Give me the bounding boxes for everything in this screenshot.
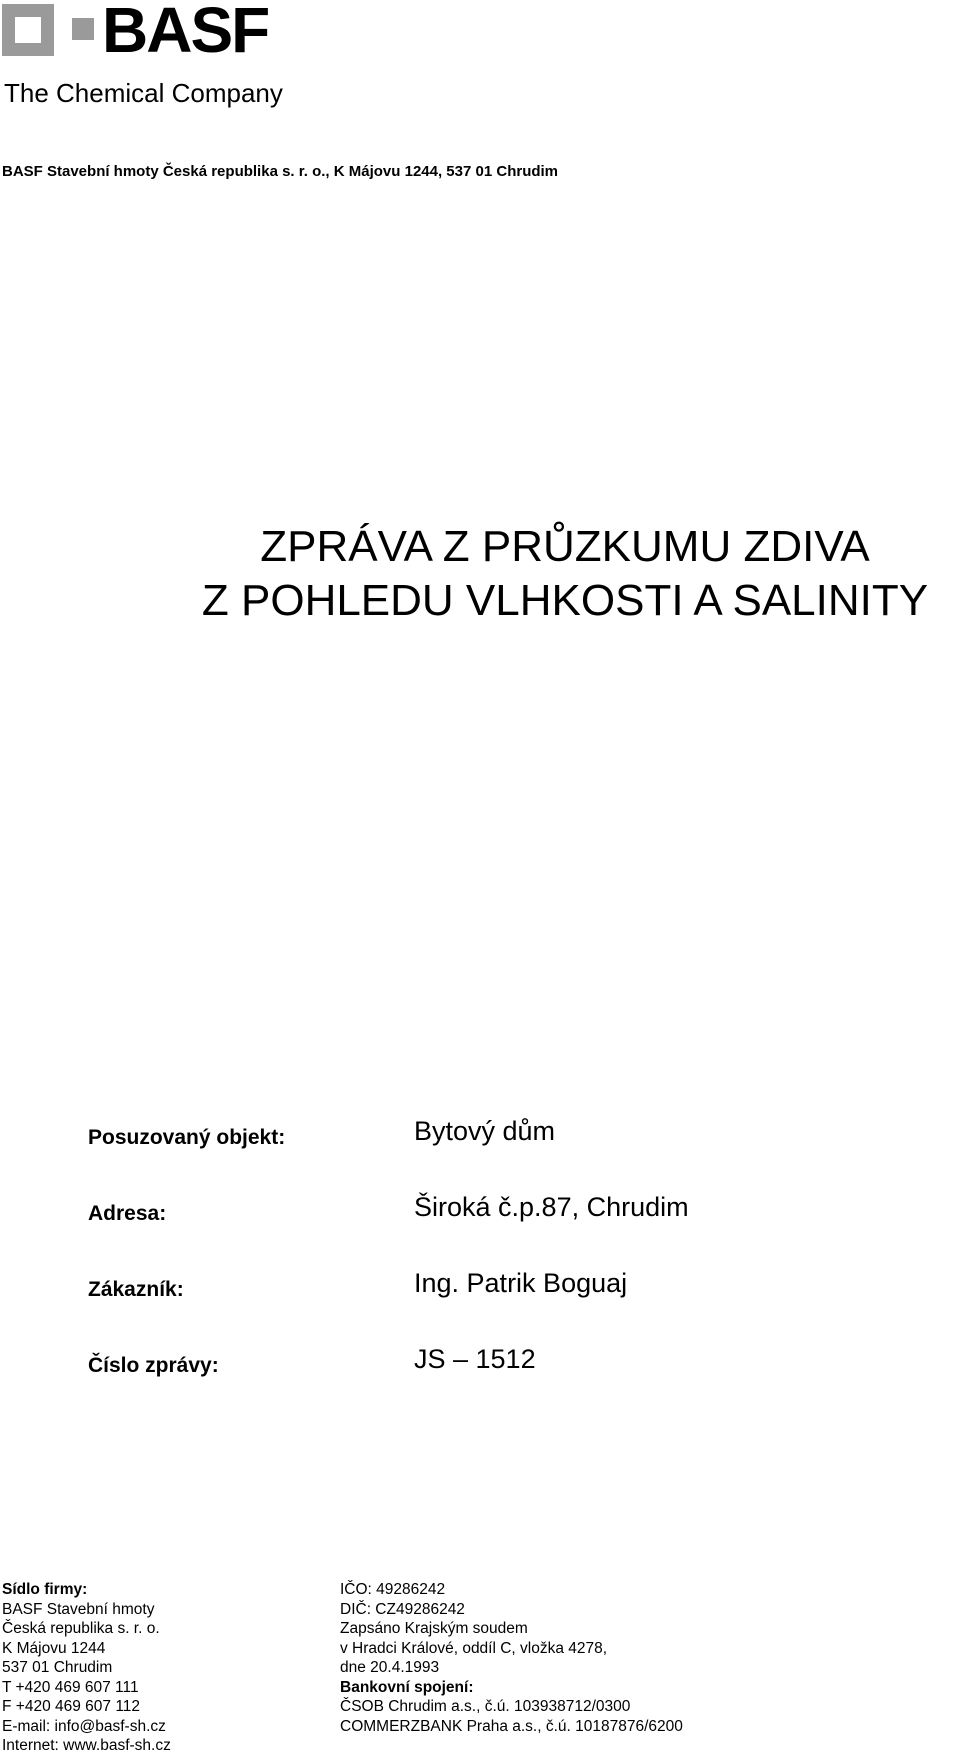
basf-logo — [2, 2, 302, 110]
footer-line: T +420 469 607 111 — [2, 1678, 139, 1696]
footer-registration — [340, 1580, 683, 1736]
field-label: Posuzovaný objekt: — [88, 1126, 286, 1149]
footer-line: 537 01 Chrudim — [2, 1659, 113, 1676]
field-label: Adresa: — [88, 1202, 167, 1225]
footer-heading: Sídlo firmy: — [2, 1581, 88, 1598]
report-title-line-1: ZPRÁVA Z PRŮZKUMU ZDIVA — [260, 522, 870, 571]
footer-line: dne 20.4.1993 — [340, 1659, 440, 1676]
field-value: Široká č.p.87, Chrudim — [414, 1192, 689, 1222]
footer-company-seat — [2, 1580, 171, 1756]
footer-line: BASF Stavební hmoty — [2, 1600, 155, 1618]
footer-line: Internet: www.basf-sh.cz — [2, 1737, 171, 1754]
field-label: Zákazník: — [88, 1278, 184, 1301]
logo-tagline: The Chemical Company — [4, 78, 283, 108]
footer-line: Česká republika s. r. o. — [2, 1620, 160, 1637]
report-fields — [88, 1116, 888, 1420]
footer-line: IČO: 49286242 — [340, 1581, 446, 1598]
footer-line: COMMERZBANK Praha a.s., č.ú. 10187876/6200 — [340, 1717, 683, 1735]
field-row-address — [88, 1192, 888, 1268]
logo-wordmark: BASF — [102, 0, 269, 66]
field-row-report-number — [88, 1344, 888, 1420]
footer-line: F +420 469 607 112 — [2, 1698, 141, 1715]
field-value: JS – 1512 — [414, 1344, 536, 1374]
footer-line: DIČ: CZ49286242 — [340, 1600, 465, 1618]
footer-line: ČSOB Chrudim a.s., č.ú. 103938712/0300 — [340, 1698, 631, 1715]
field-label: Číslo zprávy: — [88, 1354, 219, 1377]
footer-bank-heading: Bankovní spojení: — [340, 1678, 474, 1696]
report-title-line-2: Z POHLEDU VLHKOSTI A SALINITY — [201, 576, 929, 625]
field-value: Bytový dům — [414, 1116, 556, 1146]
sender-address-line: BASF Stavební hmoty Česká republika s. r. o., K Májovu 1244, 537 01 Chrudim — [2, 163, 559, 180]
logo-large-square — [2, 4, 54, 56]
report-title — [170, 520, 960, 628]
field-row-customer — [88, 1268, 888, 1344]
field-row-object — [88, 1116, 888, 1192]
footer-line: E-mail: info@basf-sh.cz — [2, 1717, 166, 1735]
footer-line: Zapsáno Krajským soudem — [340, 1620, 528, 1637]
footer-line: K Májovu 1244 — [2, 1639, 106, 1657]
footer-line: v Hradci Králové, oddíl C, vložka 4278, — [340, 1639, 608, 1657]
logo-small-square — [72, 18, 94, 40]
field-value: Ing. Patrik Boguaj — [414, 1268, 628, 1298]
